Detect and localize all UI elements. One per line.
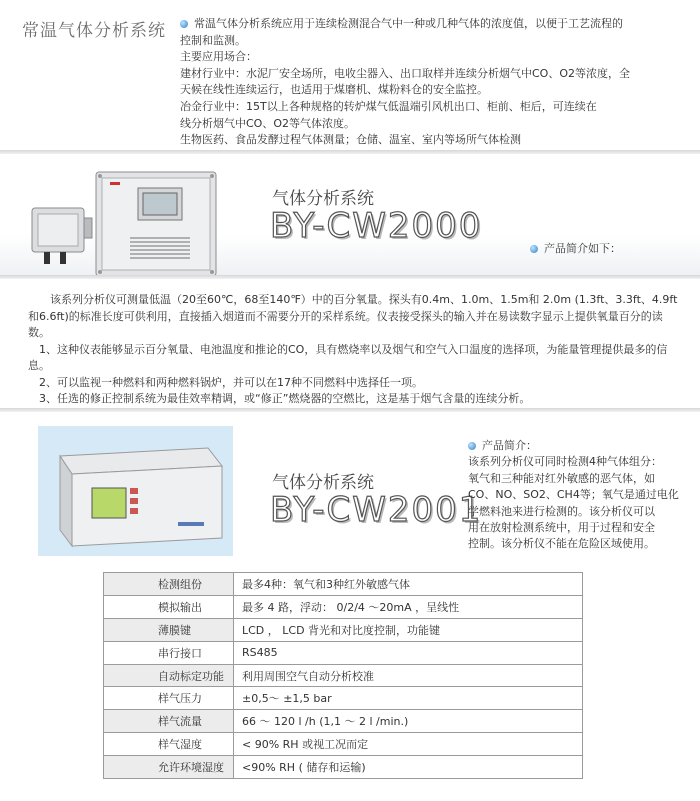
product-name: 气体分析系统 — [272, 189, 374, 209]
product-banner-cw2000 — [0, 156, 700, 276]
table-row — [104, 595, 583, 618]
intro-line: CO、NO、SO2、CH4等；氧气是通过电化 — [468, 488, 679, 502]
intro-line-0 — [180, 16, 680, 33]
divider — [0, 275, 700, 279]
analyzer-cabinet-image — [30, 168, 225, 278]
intro-text — [180, 16, 680, 149]
intro-line: 用在放射检测系统中，用于过程和安全 — [468, 521, 655, 535]
intro-line-4: 天候在线性连续运行，也适用于煤磨机、煤粉料仓的安全监控。 — [180, 83, 488, 97]
spec-key: 薄膜键 — [104, 618, 234, 641]
table-row — [104, 618, 583, 641]
spec-key: 允许环境湿度 — [104, 756, 234, 779]
spec-value: < 90% RH 或视工况而定 — [234, 733, 583, 756]
intro-heading — [468, 438, 690, 454]
table-row — [104, 756, 583, 779]
description-paragraph: 该系列分析仪可测量低温（20至60℃，68至140℉）中的百分氧量。探头有0.4m、1.0m、1.5m和 2.0m (1.3ft、3.3ft、4.9ft和6.6ft)的标准长度可供利用，直接插入烟道而不需要分开的采样系统。仪表接受探头的输入并在易读数字显示上提供氧量百分的读数。 — [28, 293, 678, 339]
intro-line-6: 线分析烟气中CO、O2等气体浓度。 — [180, 116, 355, 130]
bullet-icon — [468, 442, 476, 450]
table-row — [104, 687, 583, 710]
spec-key: 样气流量 — [104, 710, 234, 733]
product-banner-cw2001 — [0, 416, 700, 571]
spec-key: 样气压力 — [104, 687, 234, 710]
product-model: BY-CW2001 — [270, 490, 483, 530]
product-name: 气体分析系统 — [272, 473, 374, 493]
spec-value: 最多 4 路，浮动： 0/2/4 ～20mA ，呈线性 — [234, 595, 583, 618]
spec-key: 样气湿度 — [104, 733, 234, 756]
feature-item: 1、这种仪表能够显示百分氧量、电池温度和推论的CO，具有燃烧率以及烟气和空气入口温度的选择项，为能量管理提供最多的信息。 — [28, 342, 668, 372]
description-section — [28, 292, 678, 408]
section-title: 常温气体分析系统 — [22, 21, 166, 41]
intro-line: 控制。该分析仪不能在危险区域使用。 — [468, 537, 655, 551]
intro-line-3: 建材行业中：水泥厂安全场所，电收尘器入、出口取样并连续分析烟气中CO、O2等浓度，全 — [180, 66, 630, 80]
intro-line-1: 控制和监测。 — [180, 33, 246, 47]
bullet-icon — [530, 245, 538, 253]
intro-section — [0, 0, 700, 152]
bullet-icon — [180, 20, 188, 28]
divider — [0, 150, 700, 154]
intro-label-text: 产品简介： — [482, 439, 537, 452]
spec-value: 最多4种：氧气和3种红外敏感气体 — [234, 573, 583, 596]
spec-value: RS485 — [234, 641, 583, 664]
spec-value: LCD ， LCD 背光和对比度控制，功能键 — [234, 618, 583, 641]
spec-key: 模拟输出 — [104, 595, 234, 618]
intro-line: 学燃料池来进行检测的。该分析仪可以 — [468, 504, 655, 518]
spec-value: 66 ～ 120 l /h (1,1 ～ 2 l /min.) — [234, 710, 583, 733]
table-row — [104, 710, 583, 733]
intro-line-7: 生物医药、食品发酵过程气体测量；仓储、温室、室内等场所气体检测 — [180, 133, 521, 147]
feature-item: 3、任选的修正控制系统为最佳效率精调，或“修正”燃烧器的空燃比，这是基于烟气含量的连续分析。 — [39, 392, 531, 405]
table-row — [104, 664, 583, 687]
intro-line: 该系列分析仪可同时检测4种气体组分： — [468, 455, 662, 469]
spec-table — [103, 572, 583, 779]
spec-key: 自动标定功能 — [104, 664, 234, 687]
intro-line-text: 常温气体分析系统应用于连续检测混合气中一种或几种气体的浓度值，以便于工艺流程的 — [194, 17, 623, 30]
feature-item: 2、可以监视一种燃料和两种燃料锅炉，并可以在17种不同燃料中选择任一项。 — [39, 375, 423, 389]
product-intro-label — [530, 240, 621, 256]
product-model: BY-CW2000 — [270, 206, 483, 246]
intro-label-text: 产品简介如下： — [544, 242, 621, 255]
table-row — [104, 733, 583, 756]
intro-line: 氧气和三种能对红外敏感的恶气体，如 — [468, 471, 655, 485]
intro-line-2: 主要应用场合： — [180, 50, 257, 64]
table-row — [104, 641, 583, 664]
intro-line-5: 冶金行业中：15T以上各种规格的转炉煤气低温端引风机出口、柜前、柜后，可连续在 — [180, 99, 597, 113]
spec-value: 利用周围空气自动分析校准 — [234, 664, 583, 687]
spec-key: 串行接口 — [104, 641, 234, 664]
spec-value: ±0,5～ ±1,5 bar — [234, 687, 583, 710]
divider — [0, 408, 700, 412]
spec-value: <90% RH ( 储存和运输) — [234, 756, 583, 779]
spec-key: 检测组份 — [104, 573, 234, 596]
product-intro — [468, 438, 690, 553]
rack-analyzer-image — [38, 426, 233, 556]
table-row — [104, 573, 583, 596]
